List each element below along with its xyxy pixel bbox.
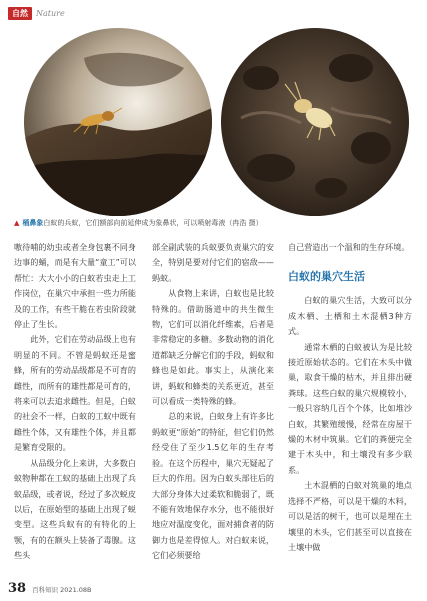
page-header <box>8 6 65 20</box>
photo-caption <box>14 218 414 228</box>
section-tag: 自然 <box>8 7 32 20</box>
caption-text-wrap <box>22 218 262 228</box>
caption-head: 桶鼻象 <box>22 219 44 227</box>
journal-issue: 百科知识 2021.08B <box>32 586 92 594</box>
termite-photo-right-image <box>221 28 409 216</box>
caption-body: 白蚁的兵蚁，它们额部向前延伸成为象鼻状，可以喷射毒液（冉浩 摄） <box>43 219 263 227</box>
paragraph: 部全副武装的兵蚁要负责巢穴的安全，特别是要对付它们的宿敌——蚂蚁。 <box>152 242 274 283</box>
text-column-1 <box>14 240 136 564</box>
paragraph: 自己营造出一个温和的生存环境。 <box>288 242 410 252</box>
paragraph: 此外，它们在劳动品级上也有明显的不同。不管是蚂蚁还是蜜蜂，所有的劳动品级都是不可育的雌性，而所有的雄性都是可育的，将来可以去追求雌性。但是，白蚁的社会不一样，白蚁的工蚁中既有雌性个体，又有雄性个体，并且都是繁育受限的。 <box>14 334 136 453</box>
text-column-3 <box>288 240 412 555</box>
page-footer <box>8 581 92 596</box>
termite-photo-left <box>24 28 212 216</box>
triangle-up-icon: ▲ <box>14 219 20 227</box>
termite-photo-left-image <box>24 28 212 216</box>
paragraph: 白蚁的巢穴生活，大致可以分成木栖、土栖和土木混栖3种方式。 <box>288 295 412 337</box>
text-column-2 <box>152 240 274 564</box>
photo-row <box>0 22 427 220</box>
paragraph: 嗷待哺的幼虫或者全身包裹不同身边事的蛹，而是有大量“童工”可以帮忙：大大小小的白蚁若虫走上工作岗位，在巢穴中承担一些力所能及的工作，有些干脆在若虫阶段就停止了生长。 <box>14 242 136 330</box>
paragraph: 通常木栖的白蚁被认为是比较接近原始状态的。它们在木头中做巢，取食干燥的枯木，并且排出硬粪球。这些白蚁的巢穴规模较小，一般只容纳几百个个体，比如堆沙白蚁，其繁殖缓慢，经常在房屋干燥的木材中筑巢。它们的粪便完全建于木头中，和土壤没有多少联系。 <box>288 341 412 475</box>
page-number: 38 <box>8 581 27 596</box>
paragraph: 从品级分化上来讲，大多数白蚁物种都在工蚁的基础上出现了兵蚁品级，或者说，经过了多次蜕皮以后，在原始型的基础上出现了蜕变型。这些兵蚁有的有特化的上颚，有的在额头上装备了毒腺。这些头 <box>14 457 136 561</box>
termite-photo-right <box>221 28 409 216</box>
paragraph: 总的来说，白蚁身上有许多比蚂蚁更“原始”的特征，但它们仍然经受住了至少1.5亿年的生存考验。在这个历程中，巢穴无疑起了巨大的作用。因为白蚁头部往后的大部分身体大过柔软和脆弱了，既不能有效地保存水分，也不能很好地应对温度变化，面对捕食者的防御力也是差得惊人。对白蚁来说，它们必须要给 <box>152 411 274 561</box>
paragraph: 土木混栖的白蚁对筑巢的地点选择不严格，可以是干燥的木料，可以是活的树干，也可以是埋在土壤里的木头，它们甚至可以直接在土壤中做 <box>288 480 412 552</box>
section-english-label: Nature <box>36 8 65 18</box>
section-heading: 白蚁的巢穴生活 <box>288 270 365 284</box>
paragraph: 从食物上来讲，白蚁也是比较特殊的。借助肠道中的共生微生物，它们可以消化纤维素，后者是非常稳定的多糖。多数动物的消化道都缺乏分解它们的手段，蚂蚁和蜂也是如此。事实上，从演化来讲，蚂蚁和蜂类的关系更近，甚至可以看成一类特殊的蜂。 <box>152 288 274 407</box>
